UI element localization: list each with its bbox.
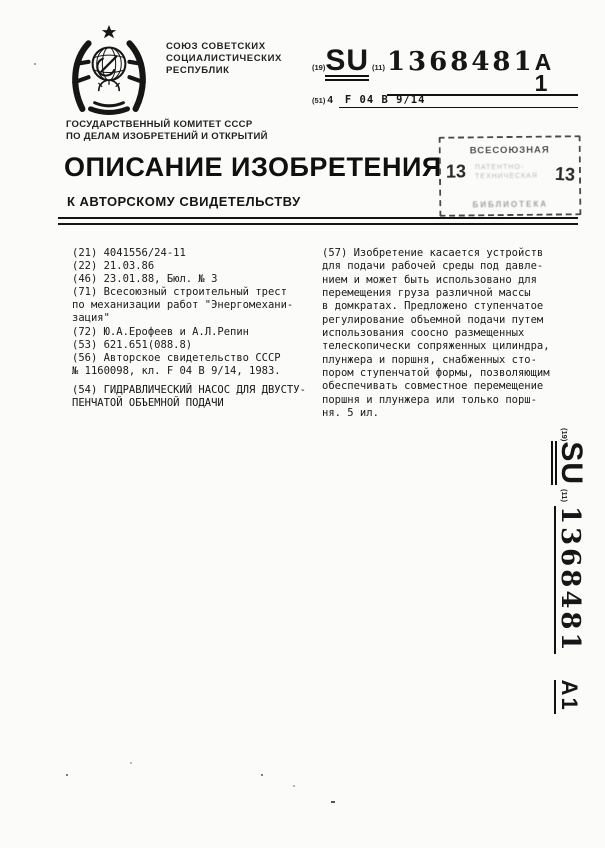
abstract-line: (57) Изобретение касается устройств: [322, 247, 544, 259]
scan-speck: [261, 774, 263, 776]
abstract-line: пором ступенчатой формы, позволяющим: [322, 367, 550, 380]
country-code-underline: [325, 44, 370, 81]
stamp-number-left: 13: [445, 161, 467, 182]
side-kind-code: A1: [554, 680, 579, 714]
biblio-line: (53) 621.651(088.8): [72, 338, 193, 351]
scan-speck: [331, 801, 335, 803]
country-line: СОЦИАЛИСТИЧЕСКИХ: [166, 53, 282, 64]
abstract-line: для подачи рабочей среды под давле-: [322, 260, 544, 273]
biblio-line: по механизации работ "Энергомехани-: [72, 299, 294, 312]
abstract-line: нием и может быть использовано для: [322, 273, 537, 286]
country-code: SU: [325, 44, 370, 77]
kind-code: A 1: [534, 49, 553, 96]
ipc-classification-row: [312, 94, 578, 108]
biblio-line: (22) 21.03.86: [72, 260, 155, 273]
stamp-bottom-text: БИБЛИОТЕКА: [472, 199, 549, 210]
invention-title-line: (54) ГИДРАВЛИЧЕСКИЙ НАСОС ДЛЯ ДВУСТУ-: [72, 384, 306, 396]
abstract-line: плунжера и поршня, снабженных сто-: [322, 353, 537, 366]
abstract-line: использования соосно размещенных: [322, 327, 525, 340]
abstract-line: поршня и плунжера или только порш-: [322, 393, 537, 406]
stamp-header-text: ВСЕСОЮЗНАЯ: [469, 144, 550, 157]
side-inid-11-label: (11): [560, 489, 569, 502]
bibliographic-data-column: [72, 247, 320, 378]
document-title: ОПИСАНИЕ ИЗОБРЕТЕНИЯ: [64, 152, 442, 182]
vertical-publication-number: [542, 428, 588, 720]
library-stamp: [439, 135, 582, 216]
biblio-line: (72) Ю.А.Ерофеев и А.Л.Репин: [72, 325, 250, 338]
scan-speck: [293, 785, 295, 787]
abstract-line: в домкратах. Предложено ступенчатое: [322, 300, 544, 313]
committee-line: ГОСУДАРСТВЕННЫЙ КОМИТЕТ СССР: [66, 119, 253, 130]
side-inid-19-label: (19): [560, 428, 569, 442]
stamp-faint-line: ПАТЕНТНО-: [474, 163, 525, 172]
country-line: СОЮЗ СОВЕТСКИХ: [166, 41, 266, 52]
ipc-edition: 4: [327, 95, 333, 106]
inid-51-label: (51): [312, 96, 326, 105]
abstract-line: ня. 5 ил.: [322, 407, 379, 420]
biblio-line: (71) Всесоюзный строительный трест: [72, 286, 287, 299]
side-publication-number: 1368481: [555, 505, 585, 654]
scan-speck: [34, 63, 36, 65]
scan-speck: [66, 774, 68, 776]
invention-title-line: ПЕНЧАТОЙ ОБЪЕМНОЙ ПОДАЧИ: [72, 397, 224, 410]
biblio-line: № 1160098, кл. F 04 B 9/14, 1983.: [72, 364, 281, 377]
side-country-code-underline: [552, 441, 588, 486]
publication-number: 1368481: [386, 47, 535, 77]
country-line: РЕСПУБЛИК: [166, 65, 230, 76]
committee-line: ПО ДЕЛАМ ИЗОБРЕТЕНИЙ И ОТКРЫТИЙ: [66, 130, 268, 142]
publication-number-row: [312, 44, 578, 96]
biblio-line: зация": [72, 312, 110, 325]
side-country-code: SU: [555, 441, 588, 486]
state-committee: [66, 119, 268, 142]
abstract-column: [322, 247, 574, 420]
biblio-line: (21) 4041556/24-11: [72, 247, 186, 259]
abstract-line: перемещения груза различной массы: [322, 287, 531, 300]
inid-11-label: (11): [372, 63, 385, 72]
publication-number-group: [386, 47, 578, 96]
abstract-line: обеспечивать совместное перемещение: [322, 380, 544, 393]
biblio-line: (56) Авторское свидетельство СССР: [72, 351, 281, 364]
header-divider-rule: [58, 217, 578, 225]
ipc-code: F 04 B 9/14: [339, 94, 578, 108]
stamp-faint-line: ТЕХНИЧЕСКАЯ: [474, 172, 538, 181]
biblio-line: (46) 23.01.88, Бюл. № 3: [72, 273, 218, 286]
stamp-faint-text: [475, 163, 553, 182]
abstract-line: телескопически сопряженных цилиндра,: [322, 340, 550, 353]
inid-19-label: (19): [312, 63, 326, 72]
country-name: [166, 41, 282, 77]
ussr-coat-of-arms-icon: [66, 22, 152, 118]
abstract-line: регулирование объемной подачи путем: [322, 313, 544, 326]
scan-speck: [130, 762, 132, 764]
invention-title: [72, 384, 324, 410]
document-subtitle: К АВТОРСКОМУ СВИДЕТЕЛЬСТВУ: [67, 194, 301, 209]
stamp-number-right: 13: [554, 163, 576, 186]
